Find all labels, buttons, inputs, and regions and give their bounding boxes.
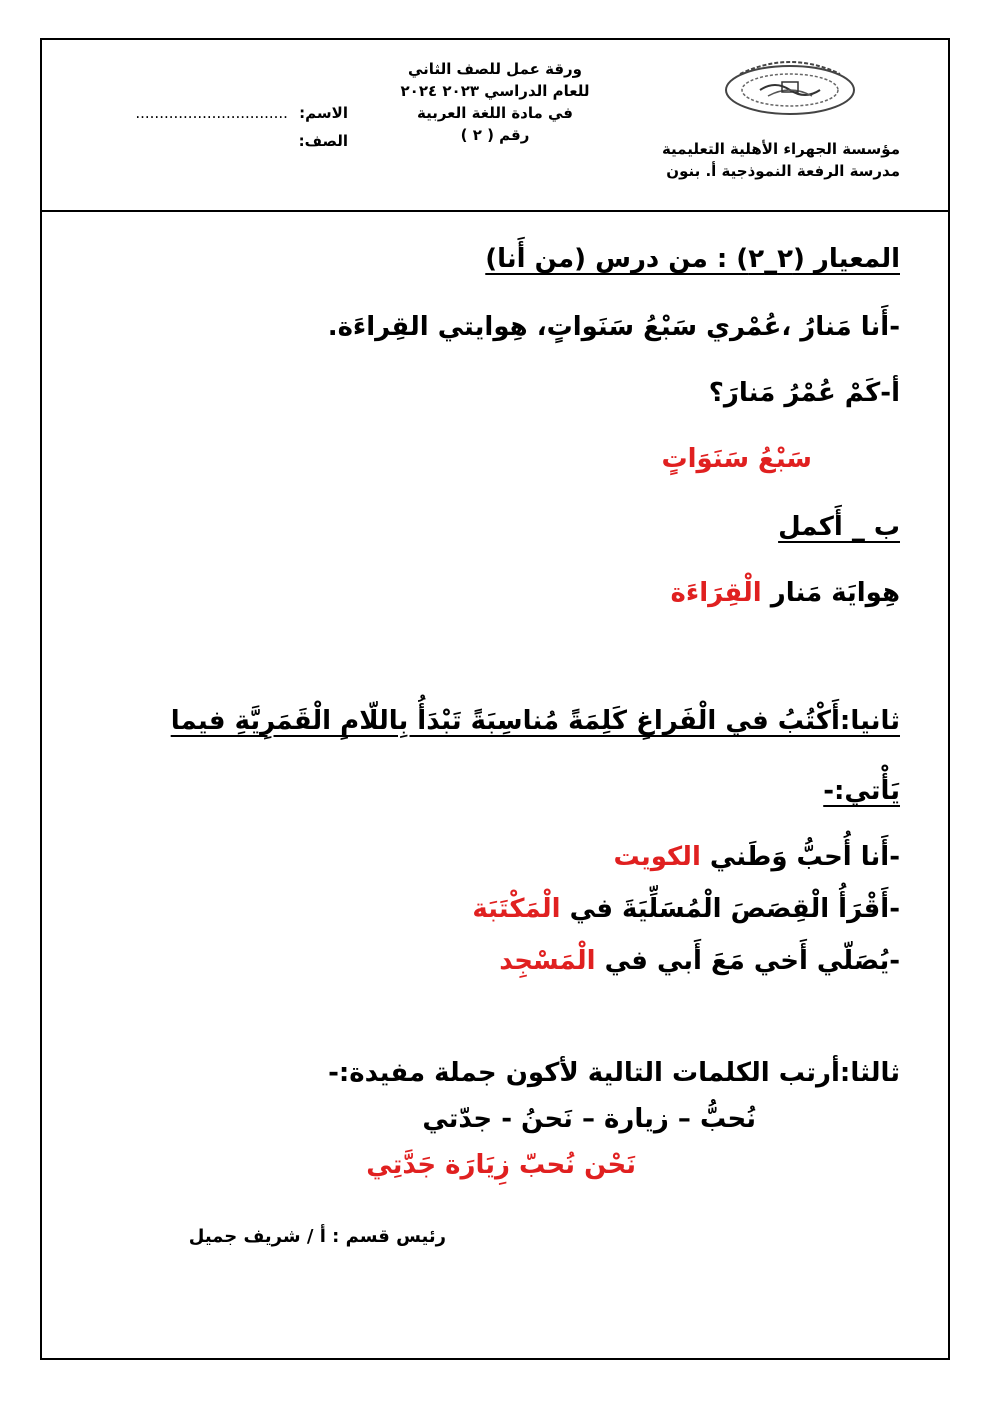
class-label: الصف: bbox=[298, 132, 348, 150]
institution-name: مؤسسة الجهراء الأهلية التعليمية bbox=[661, 140, 900, 158]
name-field bbox=[135, 102, 348, 124]
school-name: مدرسة الرفعة النموذجية أ. بنون bbox=[666, 162, 900, 180]
fill-item-answer: الْمَكْتَبَة bbox=[472, 894, 561, 924]
school-logo-icon bbox=[720, 54, 860, 118]
department-head-signature: رئيس قسم : أ / شريف جميل bbox=[188, 1226, 446, 1247]
section1-title: المعيار (٢_٢) : من درس (من أَنا) bbox=[485, 244, 900, 274]
worksheet-title: ورقة عمل للصف الثاني bbox=[408, 60, 582, 78]
scrambled-words: نُحبُّ – زيارة – نَحنُ - جدّتي bbox=[422, 1104, 756, 1134]
fill-item-answer: الكويت bbox=[613, 842, 701, 872]
worksheet-info bbox=[390, 58, 600, 146]
subject-line: في مادة اللغة العربية bbox=[416, 104, 574, 122]
section3-title: ثالثا:أرتب الكلمات التالية لأكون جملة مفيدة:- bbox=[328, 1058, 900, 1088]
question-a: أ-كَمْ عُمْرُ مَنارَ؟ bbox=[708, 378, 900, 408]
name-blank: ................................ bbox=[135, 104, 288, 122]
section2-title-line2: يَأْتي:- bbox=[823, 776, 900, 806]
question-b: ب _ أَكمل bbox=[778, 512, 900, 542]
academic-year: للعام الدراسي ٢٠٢٣ ٢٠٢٤ bbox=[400, 82, 590, 100]
answer-a: سَبْعُ سَنَوَاتٍ bbox=[661, 444, 812, 474]
institution-block bbox=[662, 138, 900, 182]
fill-item-text: -أَقْرَأُ الْقِصَصَ الْمُسَلِّيَةَ في bbox=[569, 894, 900, 924]
worksheet-number: رقم ( ٢ ) bbox=[460, 126, 530, 144]
fill-item-answer: الْمَسْجِد bbox=[499, 946, 596, 976]
fill-item-text: -يُصَلّي أَخي مَعَ أَبي في bbox=[604, 946, 900, 976]
fill-item bbox=[613, 842, 900, 872]
section2-title-line1: ثانيا:أَكْتُبُ في الْفَراغِ كَلِمَةً مُناسِبَةً تَبْدَأُ بِاللّامِ الْقَمَرِيَّةِ فيما bbox=[170, 706, 900, 736]
fill-item-text: -أَنا أُحبُّ وَطَني bbox=[709, 842, 900, 872]
ordered-sentence-answer: نَحْن نُحبّ زِيَارَة جَدَّتِي bbox=[366, 1150, 636, 1180]
header-divider bbox=[40, 210, 950, 212]
fill-item bbox=[499, 946, 900, 976]
fill-item bbox=[472, 894, 900, 924]
question-b-sentence bbox=[671, 578, 900, 608]
question-b-prefix: هِوايَة مَنار bbox=[770, 578, 900, 608]
name-label: الاسم: bbox=[299, 104, 348, 122]
answer-b: الْقِرَاءَة bbox=[670, 578, 762, 608]
section1-passage: -أَنا مَنارُ ،عُمْري سَبْعُ سَنَواتٍ، هِوايتي القِراءَة. bbox=[327, 312, 900, 342]
